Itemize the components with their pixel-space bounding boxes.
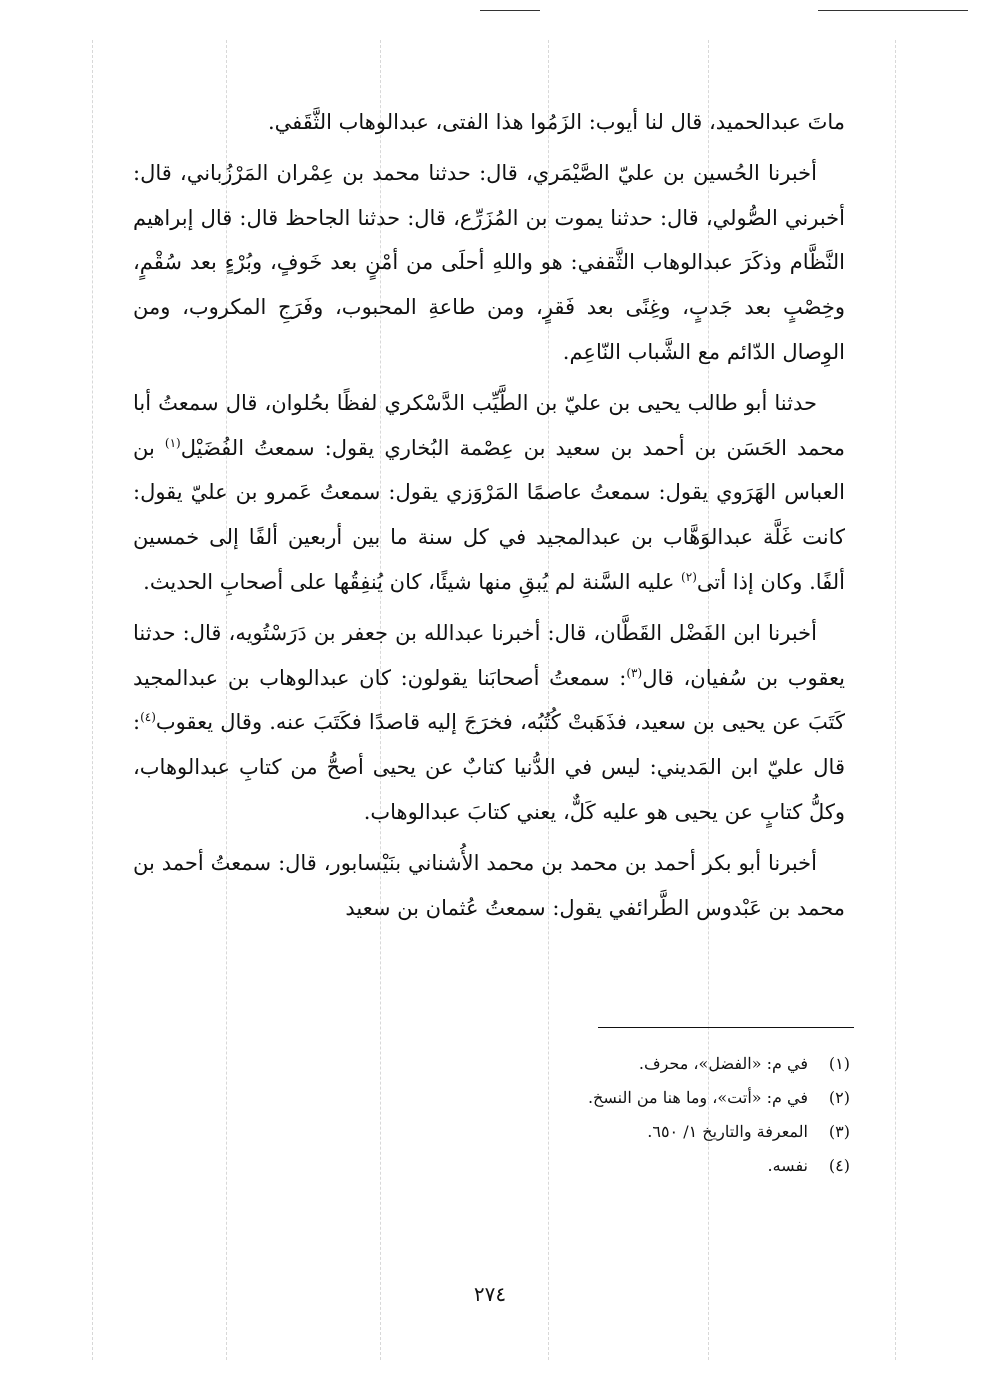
scan-top-rule-right: [818, 10, 968, 11]
footnotes: [360, 1047, 850, 1183]
page-number: ٢٧٤: [473, 1282, 507, 1306]
paragraph: [133, 841, 845, 931]
footnote-number: (٣): [828, 1122, 850, 1141]
paragraph-text: أخبرنا ابن الفَضْل القَطَّان، قال: أخبرنا عبدالله بن جعفر بن دَرَسْتُويه، قال: حدثنا يعقوب بن سُفيان، قال: [133, 620, 846, 690]
paragraph-text: أخبرنا أبو بكر أحمد بن محمد بن محمد الأُشناني بنَيْسابور، قال: سمعتُ أحمد بن محمد بن عَبْدوس الطَّرائفي يقول: سمعتُ عُثمان بن سعيد: [133, 850, 845, 920]
paragraph-text: بن العباس الهَرَوي يقول: سمعتُ عاصمًا المَرْوَزي يقول: سمعتُ عَمرو بن عليّ يقول: كانت غَلَّة عبدالوَهَّاب بن عبدالمجيد في كل سنة ما بين أربعين ألفًا إلى خمسين ألفًا. وكان إذا أتى: [133, 435, 845, 594]
paragraph: [133, 611, 845, 835]
footnote-number: (٢): [828, 1088, 850, 1107]
paragraph-text: أخبرنا الحُسين بن عليّ الصَّيْمَري، قال: حدثنا محمد بن عِمْران المَرْزُباني، قال: أخبرني الصُّولي، قال: حدثنا يموت بن المُزَرِّع، قال: حدثنا الجاحظ قال: قال إبراهيم النَّظَّام وذكَرَ عبدالوهاب الثَّقفي: هو واللهِ أحلَى من أمْنٍ بعد خَوفٍ، وبُرْءٍ بعد سُقْمٍ، وخِصْبٍ بعد جَدبٍ، وغِنًى بعد فَقرٍ، ومن طاعةِ المحبوب، وفَرَجِ المكروب، ومن الوِصال الدّائم مع الشَّباب النّاعِم.: [133, 160, 845, 364]
footnote-text: في م: «الفضل»، محرف.: [638, 1054, 808, 1073]
paragraph: [133, 100, 845, 145]
footnote-number: (٤): [828, 1156, 850, 1175]
paragraph-text: عليه السَّنة لم يُبقِ منها شيئًا، كان يُنفِقُها على أصحابِ الحديث.: [143, 569, 682, 594]
footnote-reference: (٢): [681, 569, 697, 584]
footnote-item: [360, 1149, 850, 1183]
footnote-separator: [598, 1027, 854, 1028]
paragraph: [133, 381, 845, 605]
scan-margin-guide-left: [92, 40, 93, 1360]
footnote-number: (١): [828, 1054, 850, 1073]
footnote-text: في م: «أتت»، وما هنا من النسخ.: [587, 1088, 808, 1107]
footnote-item: [360, 1115, 850, 1149]
footnote-text: المعرفة والتاريخ ١/ ٦٥٠.: [647, 1122, 808, 1141]
paragraph-text: : سمعتُ أصحابَنا يقولون: كان عبدالوهاب بن عبدالمجيد كَتَبَ عن يحيى بن سعيد، فذَهَبتْ كُتُبُه، فخرَجَ إليه قاصدًا فكَتَبَ عنه. وقال يعقوب: [133, 665, 845, 735]
scan-margin-guide-right: [895, 40, 896, 1360]
footnote-reference: (١): [164, 435, 181, 450]
footnote-reference: (٣): [626, 665, 643, 680]
paragraph: [133, 151, 845, 375]
scan-top-rule-left: [480, 10, 540, 11]
footnote-text: نفسه.: [767, 1156, 808, 1175]
footnote-reference: (٤): [140, 710, 156, 725]
footnote-item: [360, 1081, 850, 1115]
main-text-body: [133, 100, 845, 936]
paragraph-text: : قال عليّ ابن المَديني: ليس في الدُّنيا كتابٌ عن يحيى أصحُّ من كتابِ عبدالوهاب، وكلُّ كتابٍ عن يحيى هو عليه كَلٌّ، يعني كتابَ عبدالوهاب.: [133, 710, 845, 824]
paragraph-text: حدثنا أبو طالب يحيى بن عليّ بن الطَّيِّب الدَّسْكري لفظًا بحُلوان، قال سمعتُ أبا محمد الحَسَن بن أحمد بن سعيد بن عِصْمة البُخاري يقول: سمعتُ الفُضَيْل: [133, 390, 845, 460]
paragraph-text: ماتَ عبدالحميد، قال لنا أيوب: الزَمُوا هذا الفتى، عبدالوهاب الثَّقَفي.: [267, 110, 845, 134]
footnote-item: [360, 1047, 850, 1081]
